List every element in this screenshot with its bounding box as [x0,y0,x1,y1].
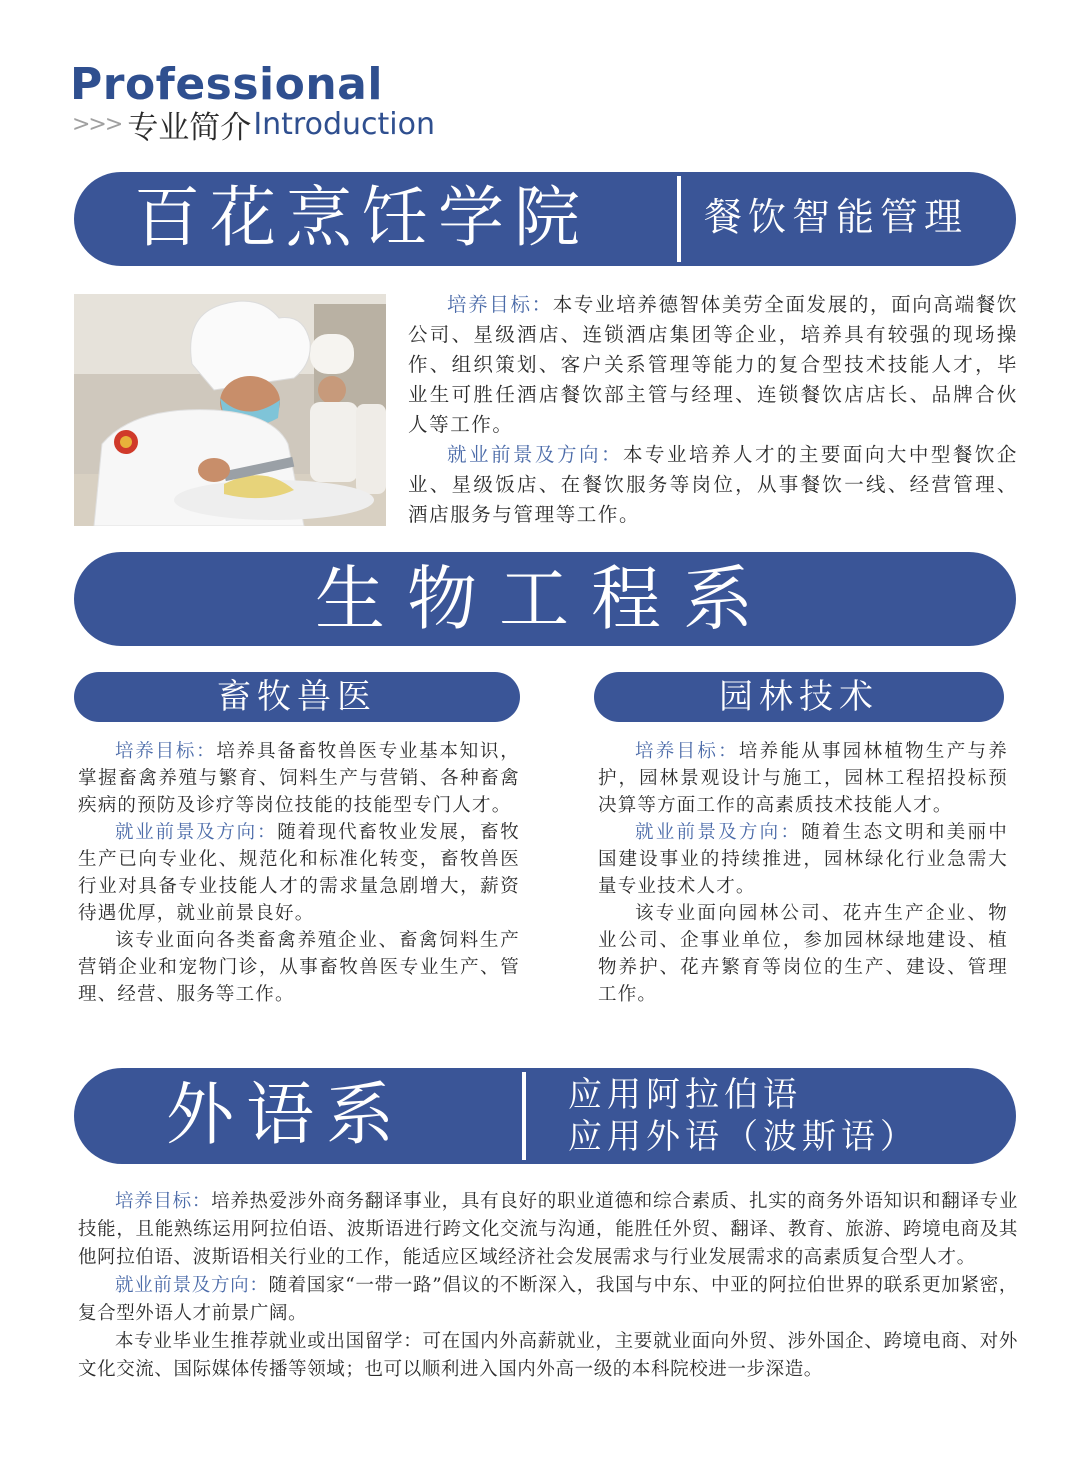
department-banner-language [74,1068,1016,1164]
goal-label: 培养目标： [115,1191,212,1212]
training-goal [78,738,520,819]
career-text: 本专业培养人才的主要面向大中型餐饮企业、星级饭店、在餐饮服务等岗位，从事餐饮一线、经营管理、酒店服务与管理等工作。 [408,443,1018,526]
department-title: 外语系 [166,1076,407,1155]
career-outlook [78,1272,1018,1328]
header-subtitle [72,104,435,144]
college-description [408,290,1018,530]
goal-text: 本专业培养德智体美劳全面发展的，面向高端餐饮公司、星级酒店、连锁酒店集团等企业，培养具有较强的现场操作、组织策划、客户关系管理等能力的复合型技术技能人才，毕业生可胜任酒店餐饮部主管与经理、连锁餐饮店店长、品牌合伙人等工作。 [408,293,1018,436]
career-label: 就业前景及方向： [115,822,278,843]
animal-description [78,738,520,1008]
career-label: 就业前景及方向： [635,822,802,843]
goal-label: 培养目标： [635,741,739,762]
extra-info: 本专业毕业生推荐就业或出国留学：可在国内外高薪就业，主要就业面向外贸、涉外国企、跨境电商、对外文化交流、国际媒体传播等领域；也可以顺利进入国内外高一级的本科院校进一步深造。 [78,1331,1018,1380]
major-title: 餐饮智能管理 [704,195,969,239]
extra-info: 该专业面向各类畜禽养殖企业、畜禽饲料生产营销企业和宠物门诊，从事畜牧兽医专业生产、管理、经营、服务等工作。 [78,930,520,1005]
header-title-en: Professional [70,59,383,110]
career-outlook [598,819,1008,900]
major-banner-garden [594,672,1004,722]
major-title-persian: 应用外语（波斯语） [568,1117,919,1157]
major-title: 园林技术 [719,677,879,717]
career-label: 就业前景及方向： [447,443,623,466]
career-text: 随着现代畜牧业发展，畜牧生产已向专业化、规范化和标准化转变，畜牧兽医行业对具备专业技能人才的需求量急剧增大，薪资待遇优厚，就业前景良好。 [78,822,520,924]
language-description [78,1188,1018,1384]
training-goal [598,738,1008,819]
goal-label: 培养目标： [115,741,217,762]
career-text: 随着生态文明和美丽中国建设事业的持续推进，园林绿化行业急需大量专业技术人才。 [598,822,1008,897]
department-banner-bio [74,552,1016,646]
garden-description [598,738,1008,1008]
department-title: 生物工程系 [315,558,775,640]
training-goal [78,1188,1018,1272]
banner-divider [522,1072,526,1160]
career-outlook [78,819,520,927]
major-banner-animal [74,672,520,722]
career-text: 随着国家“一带一路”倡议的不断深入，我国与中东、中亚的阿拉伯世界的联系更加紧密，复合型外语人才前景广阔。 [78,1275,1018,1324]
career-outlook [408,440,1018,530]
banner-divider [677,176,681,262]
goal-label: 培养目标： [447,293,553,316]
major-title: 畜牧兽医 [217,677,377,717]
college-title: 百花烹饪学院 [134,179,590,256]
college-banner [74,172,1016,266]
chevrons-icon: >>> [72,111,122,137]
goal-text: 培养具备畜牧兽医专业基本知识，掌握畜禽养殖与繁育、饲料生产与营销、各种畜禽疾病的预防及诊疗等岗位技能的技能型专门人才。 [78,741,520,816]
header-title-en2: Introduction [253,106,435,142]
goal-text: 培养热爱涉外商务翻译事业，具有良好的职业道德和综合素质、扎实的商务外语知识和翻译专业技能，且能熟练运用阿拉伯语、波斯语进行跨文化交流与沟通，能胜任外贸、翻译、教育、旅游、跨境电商及其他阿拉伯语、波斯语相关行业的工作，能适应区域经济社会发展需求与行业发展需求的高素质复合型人才。 [78,1191,1018,1268]
chef-photo [74,294,386,526]
career-label: 就业前景及方向： [115,1275,269,1296]
training-goal [408,290,1018,440]
goal-text: 培养能从事园林植物生产与养护，园林景观设计与施工，园林工程招投标预决算等方面工作的高素质技术技能人才。 [598,741,1008,816]
extra-info: 该专业面向园林公司、花卉生产企业、物业公司、企事业单位，参加园林绿地建设、植物养护、花卉繁育等岗位的生产、建设、管理工作。 [598,903,1008,1005]
header-title-cn: 专业简介 [127,109,252,146]
major-title-arabic: 应用阿拉伯语 [568,1075,802,1115]
